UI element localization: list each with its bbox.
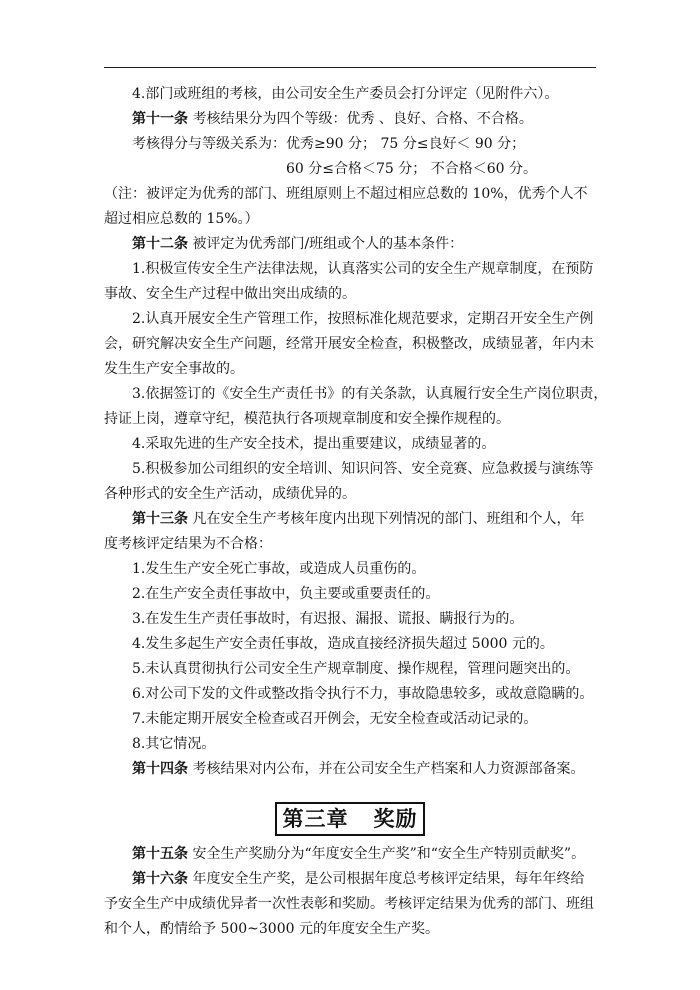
document-body (104, 82, 608, 942)
article-title: 第十四条 (132, 761, 188, 777)
chapter-title: 第三章 奖励 (275, 802, 426, 836)
text-line: 持证上岗，遵章守纪，模范执行各项规章制度和安全操作规程的。 (104, 411, 510, 427)
text-line: 事故、安全生产过程中做出突出成绩的。 (104, 286, 356, 302)
article-text: 凡在安全生产考核年度内出现下列情况的部门、班组和个人，年 (188, 511, 585, 527)
article-text: 安全生产奖励分为“年度安全生产奖”和“安全生产特别贡献奖”。 (188, 846, 586, 862)
article-text: 考核结果对内公布，并在公司安全生产档案和人力资源部备案。 (188, 761, 585, 777)
text-line: 1.发生生产安全死亡事故，或造成人员重伤的。 (132, 561, 426, 577)
text-line: 4.发生多起生产安全责任事故，造成直接经济损失超过 5000 元的。 (132, 636, 554, 652)
article-text: 年度安全生产奖，是公司根据年度总考核评定结果，每年年终给 (188, 871, 585, 887)
article-title: 第十二条 (132, 236, 188, 252)
text-line: 发生生产安全事故的。 (104, 361, 244, 377)
article-title: 第十一条 (132, 111, 188, 127)
text-line: 2.在生产安全责任事故中，负主要或重要责任的。 (132, 586, 440, 602)
text-line: 5.未认真贯彻执行公司安全生产规章制度、操作规程，管理问题突出的。 (132, 661, 580, 677)
text-line: 2.认真开展安全生产管理工作，按照标准化规范要求，定期召开安全生产例 (132, 311, 594, 327)
chapter-heading (104, 802, 596, 836)
text-line: 度考核评定结果为不合格： (104, 536, 272, 552)
article-13 (104, 507, 596, 532)
text-line: 5.积极参加公司组织的安全培训、知识问答、安全竞赛、应急救援与演练等 (132, 461, 594, 477)
article-12 (104, 232, 596, 257)
article-11 (104, 107, 596, 132)
text-line: 3.在发生生产责任事故时，有迟报、漏报、谎报、瞒报行为的。 (132, 611, 524, 627)
header-rule (104, 67, 596, 68)
article-15 (104, 842, 596, 867)
text-line: 4.部门或班组的考核，由公司安全生产委员会打分评定（见附件六）。 (132, 86, 559, 102)
article-text: 被评定为优秀部门/班组或个人的基本条件： (188, 236, 464, 252)
text-line: 4.采取先进的生产安全技术，提出重要建议，成绩显著的。 (132, 436, 496, 452)
text-line: 考核得分与等级关系为：优秀≥90 分； 75 分≤良好＜ 90 分； (132, 136, 526, 152)
text-line: 1.积极宣传安全生产法律法规，认真落实公司的安全生产规章制度，在预防 (132, 261, 594, 277)
text-line: 3.依据签订的《安全生产责任书》的有关条款，认真履行安全生产岗位职责， (132, 386, 608, 402)
article-text: 考核结果分为四个等级：优秀 、良好、合格、不合格。 (188, 111, 533, 127)
text-line: 7.未能定期开展安全检查或召开例会，无安全检查或活动记录的。 (132, 711, 538, 727)
article-16 (104, 867, 596, 892)
article-14 (104, 757, 596, 782)
article-title: 第十五条 (132, 846, 188, 862)
article-title: 第十六条 (132, 871, 188, 887)
text-line: 各种形式的安全生产活动，成绩优异的。 (104, 486, 356, 502)
text-line: 会，研究解决安全生产问题，经常开展安全检查，积极整改，成绩显著，年内未 (104, 336, 594, 352)
text-line: 6.对公司下发的文件或整改指令执行不力，事故隐患较多，或故意隐瞒的。 (132, 686, 594, 702)
text-line: （注：被评定为优秀的部门、班组原则上不超过相应总数的 10%，优秀个人不 (104, 186, 588, 202)
text-line: 60 分≤合格＜75 分； 不合格＜60 分。 (286, 161, 537, 177)
text-line: 8.其它情况。 (132, 736, 216, 752)
text-line: 予安全生产中成绩优异者一次性表彰和奖励。考核评定结果为优秀的部门、班组 (104, 896, 594, 912)
text-line: 和个人，酌情给予 500~3000 元的年度安全生产奖。 (104, 921, 439, 937)
text-line: 超过相应总数的 15%。） (104, 211, 259, 227)
article-title: 第十三条 (132, 511, 188, 527)
